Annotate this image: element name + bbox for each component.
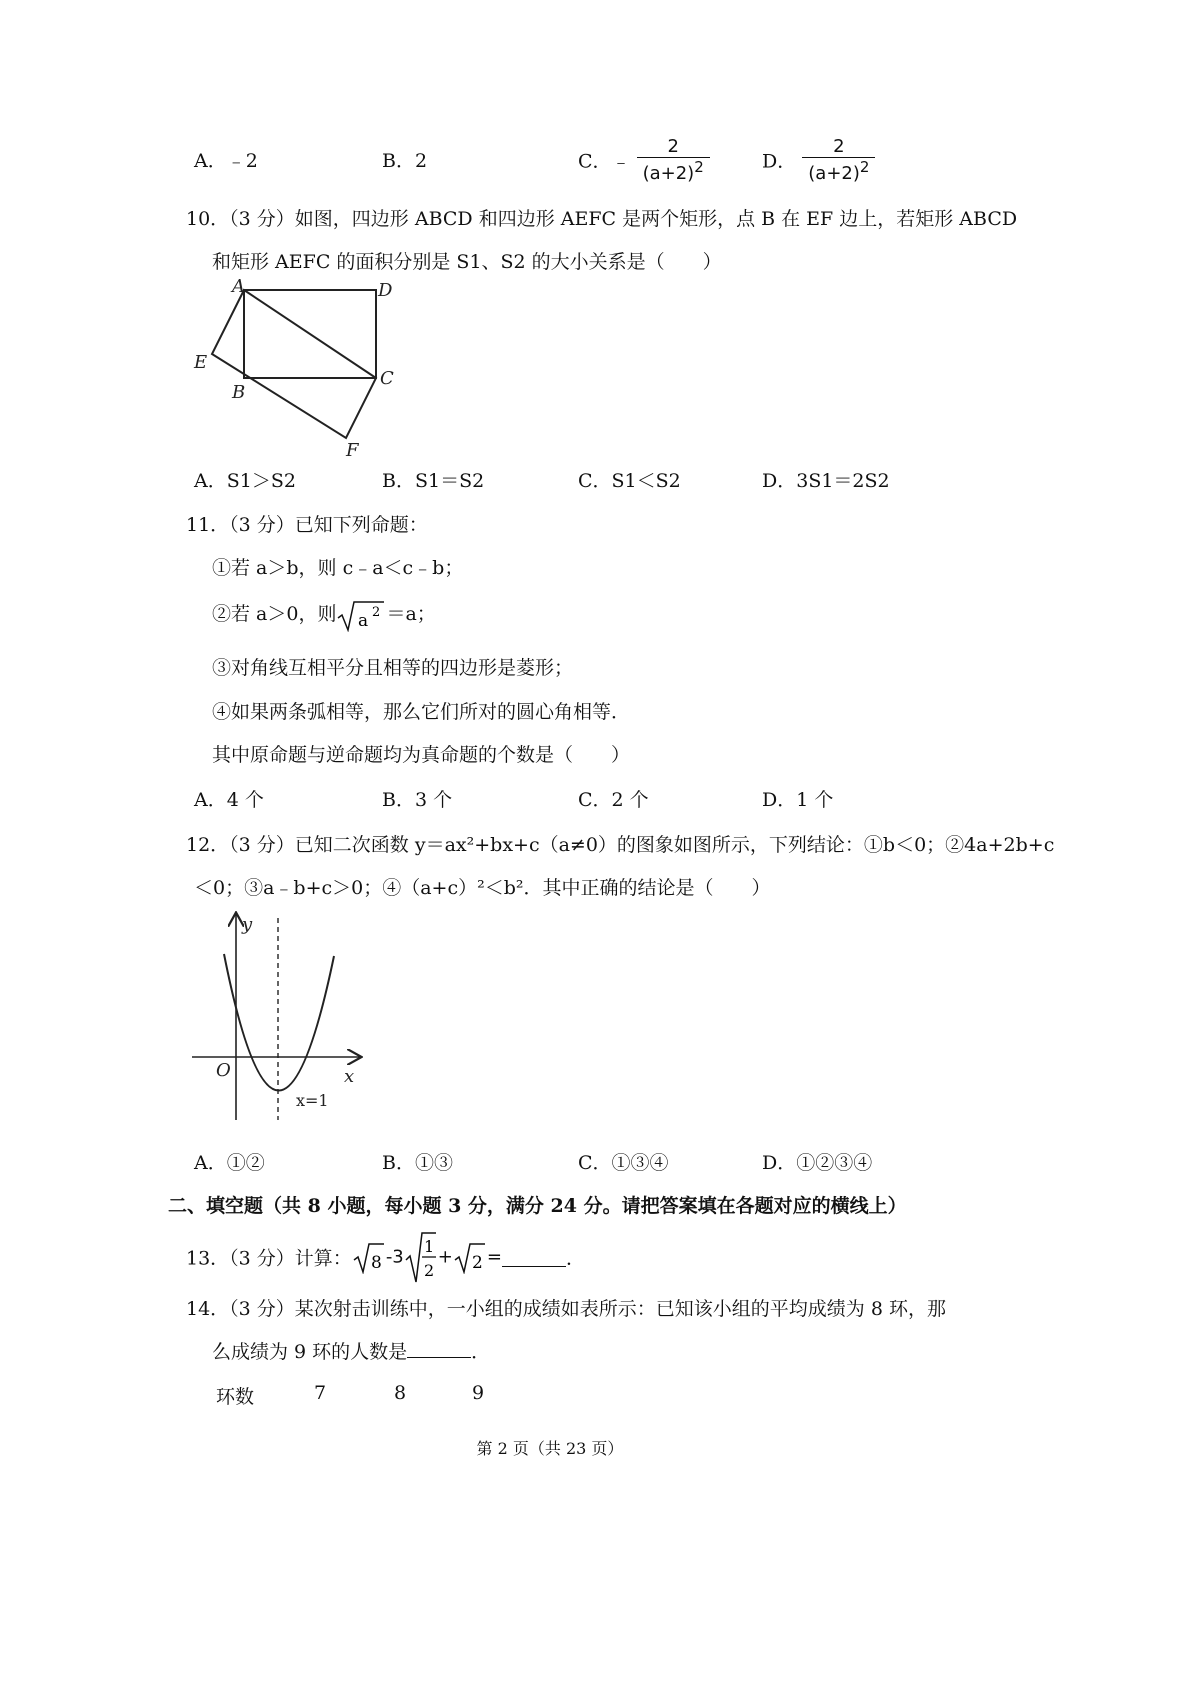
q14-line1: 14．（3 分）某次射击训练中，一小组的成绩如表所示：已知该小组的平均成绩为 8 环，那 <box>186 1298 946 1320</box>
q9-option-b: B．2 <box>382 150 428 172</box>
svg-text:8: 8 <box>370 1253 382 1273</box>
q11-option-a: A．4 个 <box>194 789 264 811</box>
q11-option-d: D．1 个 <box>762 789 834 811</box>
sqrt-fraction-symbol <box>404 1230 438 1284</box>
label-d: D <box>378 280 393 301</box>
q10-option-b: B．S1＝S2 <box>382 470 485 492</box>
q10-line2: 和矩形 AEFC 的面积分别是 S1、S2 的大小关系是（ ） <box>212 251 722 273</box>
q11-option-b: B．3 个 <box>382 789 453 811</box>
y-axis-label: y <box>242 914 253 935</box>
q10-option-d: D．3S1＝2S2 <box>762 470 890 492</box>
q13-answer-blank <box>502 1248 566 1267</box>
q12-option-a: A．①② <box>194 1152 265 1174</box>
table-cell: 9 <box>472 1382 485 1404</box>
q11-p4: ④如果两条弧相等，那么它们所对的圆心角相等． <box>212 701 631 723</box>
q10-option-a: A．S1＞S2 <box>194 470 296 492</box>
label-b: B <box>232 382 246 403</box>
q11-p1: ①若 a＞b，则 c﹣a＜c﹣b； <box>212 557 464 579</box>
section-heading: 二、填空题（共 8 小题，每小题 3 分，满分 24 分。请把答案填在各题对应的横线上） <box>168 1195 907 1217</box>
label-c: C <box>380 368 394 389</box>
q10-figure <box>188 278 418 458</box>
q9-option-c: C．﹣ $\frac{2}{(a+2)^2}$ <box>578 136 710 184</box>
svg-text:2: 2 <box>423 1261 434 1280</box>
table-cell: 7 <box>314 1382 327 1404</box>
symmetry-axis-label: x=1 <box>296 1091 329 1110</box>
q12-option-c: C．①③④ <box>578 1152 669 1174</box>
origin-label: O <box>216 1060 231 1081</box>
q9-option-a: A．﹣2 <box>194 150 258 172</box>
q11-ask: 其中原命题与逆命题均为真命题的个数是（ ） <box>212 744 631 766</box>
q12-line1: 12．（3 分）已知二次函数 y＝ax²+bx+c（a≠0）的图象如图所示，下列结论：①b＜0；②4a+2b+c <box>186 834 1055 856</box>
q10-option-c: C．S1＜S2 <box>578 470 681 492</box>
svg-text:2: 2 <box>372 605 381 620</box>
q9-option-d: D． $\frac{2}{(a+2)^2}$ <box>762 136 875 184</box>
q12-figure <box>186 906 376 1131</box>
q11-p2: ②若 a＞0，则 a 2 ＝a； <box>212 598 436 632</box>
q11-option-c: C．2 个 <box>578 789 649 811</box>
svg-text:1: 1 <box>423 1237 434 1256</box>
svg-text:a: a <box>358 611 369 631</box>
label-f: F <box>346 440 359 458</box>
page-footer: 第 2 页（共 23 页） <box>476 1439 624 1458</box>
svg-text:2: 2 <box>471 1253 483 1273</box>
q13: 13．（3 分）计算： 8 -3 1 2 + 2 = ． <box>186 1230 585 1284</box>
q14-line2: 么成绩为 9 环的人数是 ． <box>212 1341 491 1363</box>
q10-line1: 10．（3 分）如图，四边形 ABCD 和四边形 AEFC 是两个矩形，点 B 在 EF 边上，若矩形 ABCD <box>186 208 1018 230</box>
q11-stem: 11．（3 分）已知下列命题： <box>186 514 428 536</box>
label-a: A <box>232 278 245 297</box>
q14-answer-blank <box>407 1339 471 1358</box>
label-e: E <box>194 352 208 373</box>
table-cell: 环数 <box>216 1386 255 1408</box>
x-axis-label: x <box>344 1066 355 1087</box>
q12-line2: ＜0；③a﹣b+c＞0；④（a+c）²＜b²．其中正确的结论是（ ） <box>194 877 771 899</box>
q12-option-d: D．①②③④ <box>762 1152 873 1174</box>
q12-option-b: B．①③ <box>382 1152 453 1174</box>
sqrt-symbol <box>352 1240 386 1274</box>
q11-p3: ③对角线互相平分且相等的四边形是菱形； <box>212 657 574 679</box>
sqrt-symbol <box>336 598 386 632</box>
sqrt-symbol <box>453 1240 487 1274</box>
table-cell: 8 <box>394 1382 407 1404</box>
